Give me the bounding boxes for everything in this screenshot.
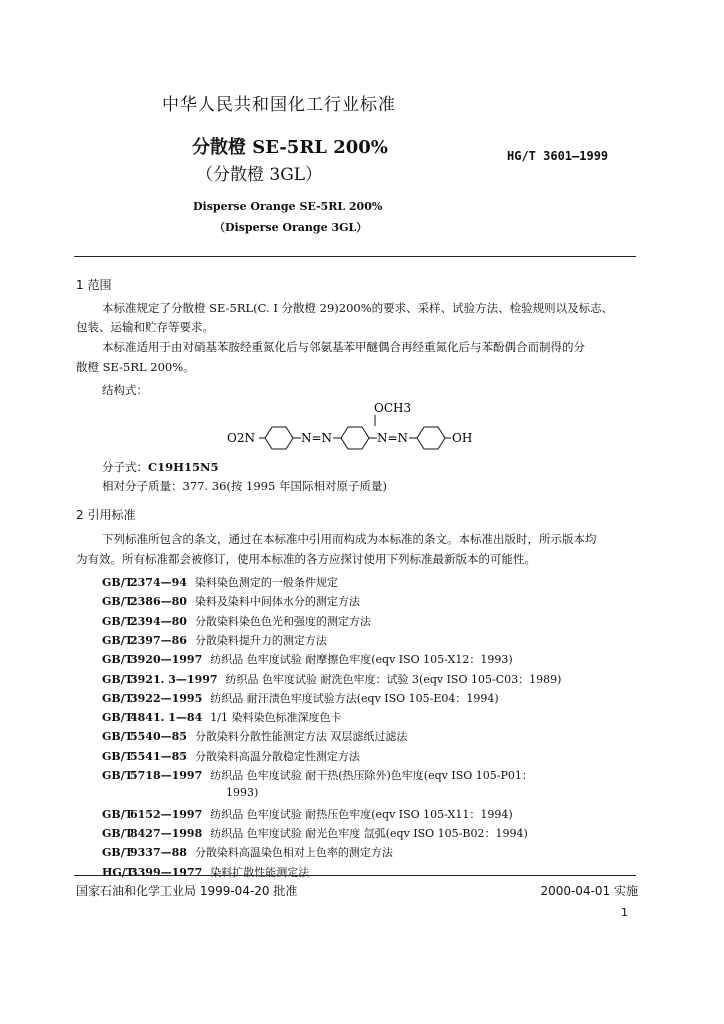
reference-number: 2386—80 (130, 595, 187, 609)
benzene-ring-3 (417, 427, 445, 449)
reference-row (102, 709, 341, 725)
reference-code: GB/T (102, 672, 133, 686)
reference-code: GB/T (102, 576, 133, 589)
reference-description: 分散染料提升力的测定方法 (194, 633, 327, 647)
o2n-label: O2N (227, 431, 255, 445)
reference-code: GB/T (102, 730, 133, 744)
implementation-date: 2000-04-01 实施 (540, 884, 638, 898)
benzene-ring-1 (265, 427, 293, 449)
reference-code: GB/T (102, 807, 133, 821)
reference-description: 分散染料高温分散稳定性测定方法 (194, 749, 360, 763)
section-2-heading: 2 引用标准 (76, 508, 136, 522)
reference-description: 纺织品 色牢度试验 耐热压色牢度(eqv ISO 105-X11：1994) (210, 807, 513, 821)
reference-number: 2374—94 (130, 576, 187, 589)
s1-para2-line1: 本标准适用于由对硝基苯胺经重氮化后与邻氨基苯甲醚偶合再经重氮化后与苯酚偶合而制得的分 (102, 340, 585, 354)
molecular-formula (102, 458, 219, 477)
reference-description: 纺织品 色牢度试验 耐洗色牢度：试验 3(eqv ISO 105-C03：1989) (225, 672, 562, 686)
azo-group-2: N=N (377, 431, 409, 445)
och3-label: OCH3 (374, 401, 412, 415)
reference-number: 3399—1977 (130, 865, 203, 879)
reference-row (102, 632, 327, 648)
reference-code: GB/T (102, 653, 133, 667)
structural-formula (225, 398, 495, 456)
reference-description: 分散染料高温染色相对上色率的测定方法 (194, 846, 393, 860)
reference-row (102, 593, 360, 609)
reference-description: 纺织品 色牢度试验 耐光色牢度 氙弧(eqv ISO 105-B02：1994) (210, 826, 528, 840)
reference-row (102, 844, 393, 860)
reference-number: 3921. 3—1997 (130, 672, 218, 686)
reference-row (102, 728, 407, 744)
reference-number: 3920—1997 (130, 653, 203, 667)
reference-description: 染料染色测定的一般条件规定 (194, 576, 338, 589)
structure-label: 结构式： (102, 383, 148, 397)
reference-description: 纺织品 色牢度试验 耐摩擦色牢度(eqv ISO 105-X12：1993) (210, 653, 513, 667)
reference-row (102, 767, 533, 783)
s1-para1-line1: 本标准规定了分散橙 SE-5RL(C. I 分散橙 29)200%的要求、采样、试验方法、检验规则以及标志、 (102, 301, 614, 315)
formula-value: C19H15N5 (148, 460, 219, 474)
reference-description: 染料及染料中间体水分的测定方法 (194, 595, 360, 609)
approval-info: 国家石油和化学工业局 1999-04-20 批准 (76, 884, 298, 898)
molecular-mass: 相对分子质量：377. 36(按 1995 年国际相对原子质量) (102, 479, 387, 493)
reference-row (102, 651, 513, 667)
reference-row (102, 825, 528, 841)
azo-group-1: N=N (301, 431, 333, 445)
header-divider (74, 256, 636, 257)
oh-label: OH (452, 431, 473, 445)
reference-row (102, 690, 499, 706)
standard-code: HG/T 3601—1999 (507, 149, 609, 163)
section-1-heading: 1 范围 (76, 278, 112, 292)
reference-row (102, 864, 309, 880)
reference-number: 2397—86 (130, 633, 187, 647)
reference-code: GB/T (102, 614, 133, 628)
reference-row (102, 806, 513, 822)
reference-number: 6152—1997 (130, 807, 203, 821)
benzene-ring-2 (341, 427, 369, 449)
reference-number: 5541—85 (130, 749, 187, 763)
reference-code: HG/T (102, 865, 134, 879)
formula-label: 分子式： (102, 460, 148, 474)
reference-code: GB/T (102, 633, 133, 647)
reference-code: GB/T (102, 711, 133, 725)
reference-description: 分散染料分散性能测定方法 双层滤纸过滤法 (194, 730, 408, 744)
page-number: 1 (621, 906, 628, 919)
standard-subtitle-en: （Disperse Orange 3GL） (214, 221, 368, 234)
reference-code: GB/T (102, 769, 133, 782)
reference-description: 分散染料染色色光和强度的测定方法 (194, 614, 371, 628)
reference-number: 5718—1997 (130, 769, 203, 782)
s2-para-line1: 下列标准所包含的条文，通过在本标准中引用而构成为本标准的条文。本标准出版时，所示版本均 (102, 532, 597, 546)
standard-title-en: Disperse Orange SE-5RL 200% (193, 200, 383, 213)
reference-description: 纺织品 色牢度试验 耐干热(热压除外)色牢度(eqv ISO 105-P01： (210, 769, 533, 782)
reference-number: 2394—80 (130, 614, 187, 628)
footer-divider (74, 875, 636, 876)
reference-code: GB/T (102, 595, 133, 609)
standard-title-cn: 分散橙 SE-5RL 200% (192, 137, 388, 158)
reference-code: GB/T (102, 846, 133, 860)
reference-number: 4841. 1—84 (130, 711, 203, 725)
reference-number: 5540—85 (130, 730, 187, 744)
standard-subtitle-cn: （分散橙 3GL） (196, 165, 323, 185)
s2-para-line2: 为有效。所有标准都会被修订，使用本标准的各方应探讨使用下列标准最新版本的可能性。 (76, 552, 536, 566)
reference-number: 9337—88 (130, 846, 187, 860)
s1-para1-line2: 包装、运输和贮存等要求。 (76, 320, 214, 334)
ministry-title: 中华人民共和国化工行业标准 (162, 95, 396, 115)
reference-row (102, 671, 561, 687)
reference-continuation: 1993) (226, 786, 259, 800)
reference-number: 8427—1998 (130, 826, 203, 840)
reference-number: 3922—1995 (130, 691, 203, 705)
reference-description: 1/1 染料染色标准深度色卡 (210, 711, 342, 725)
reference-row (102, 613, 371, 629)
s1-para2-line2: 散橙 SE-5RL 200%。 (76, 360, 195, 374)
reference-row (102, 748, 360, 764)
reference-description: 纺织品 耐汗渍色牢度试验方法(eqv ISO 105-E04：1994) (210, 691, 499, 705)
reference-code: GB/T (102, 826, 133, 840)
reference-row (102, 574, 338, 590)
reference-code: GB/T (102, 691, 133, 705)
reference-description: 染料扩散性能测定法 (210, 865, 310, 879)
reference-code: GB/T (102, 749, 133, 763)
